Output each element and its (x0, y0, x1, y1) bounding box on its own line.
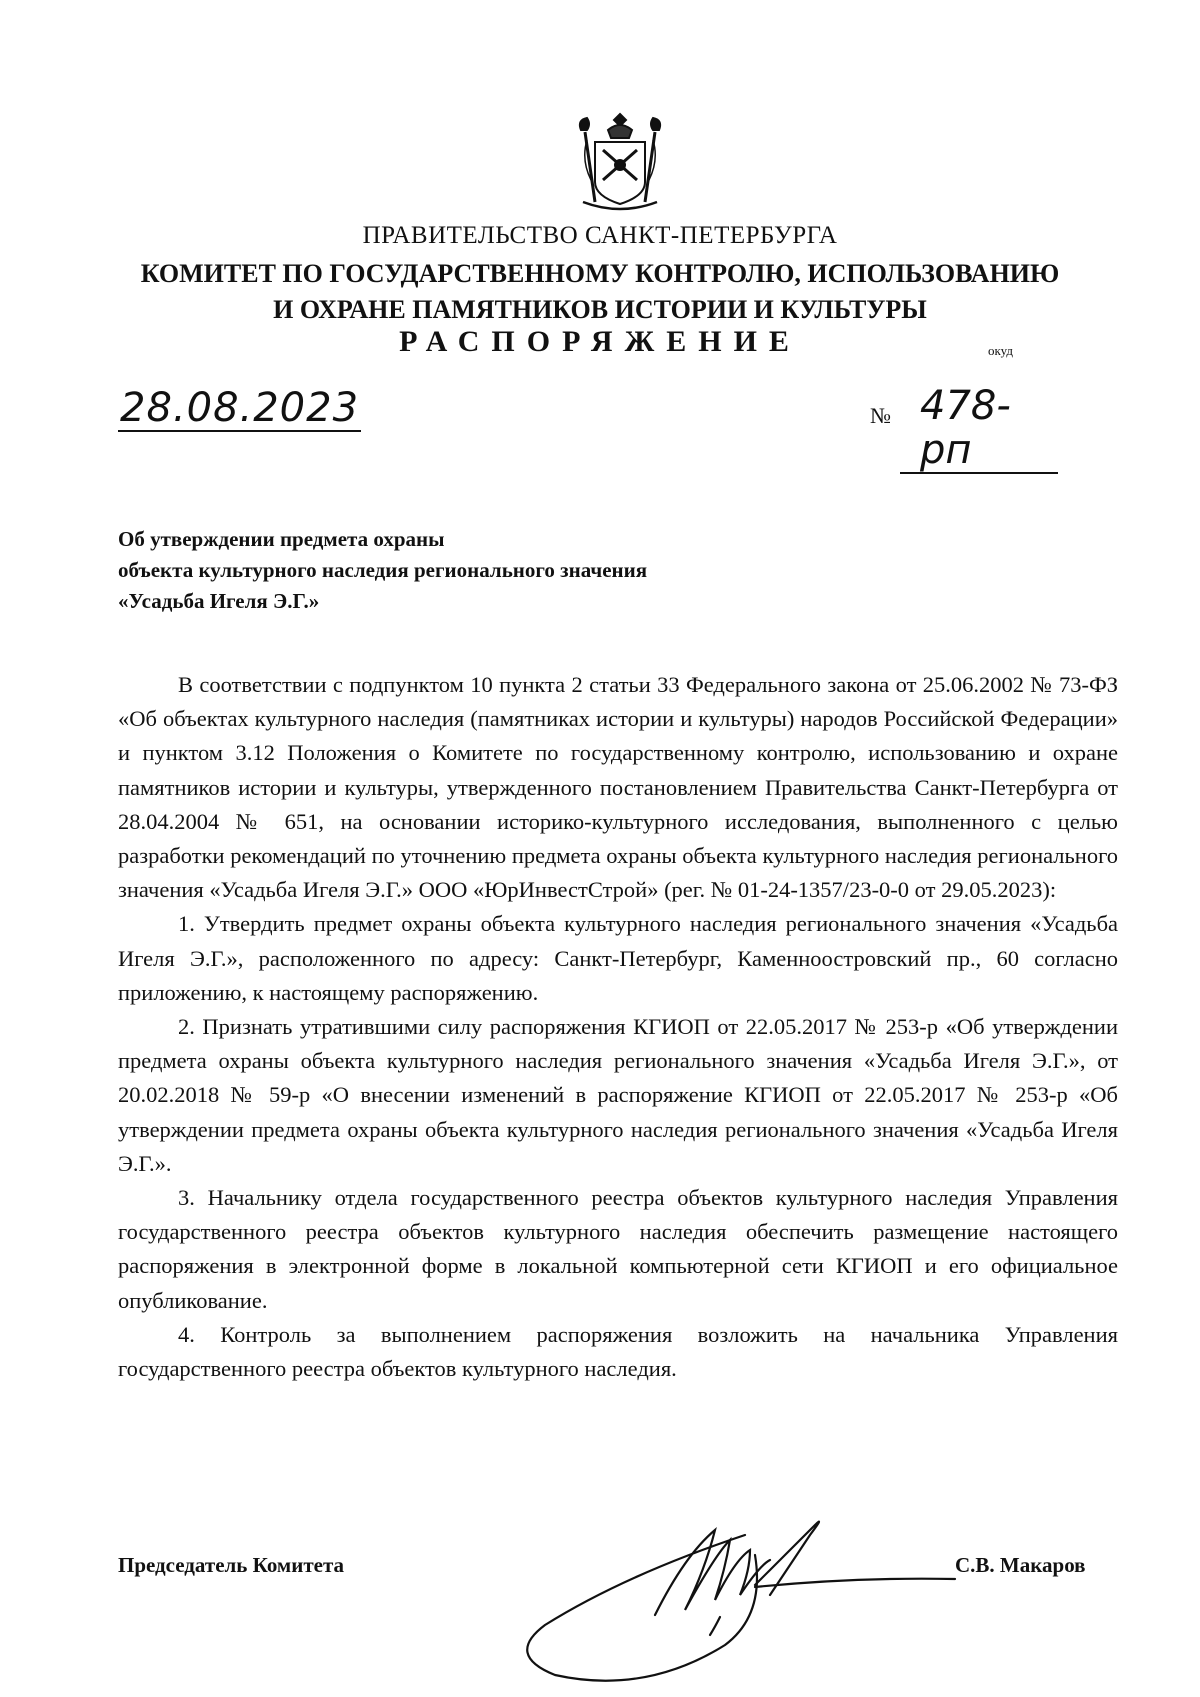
committee-line-2: И ОХРАНЕ ПАМЯТНИКОВ ИСТОРИИ И КУЛЬТУРЫ (273, 295, 927, 324)
document-number: 478-рп (900, 384, 1058, 474)
signatory-name: С.В. Макаров (955, 1553, 1086, 1577)
coat-of-arms-icon (573, 110, 667, 214)
item-1-paragraph: 1. Утвердить предмет охраны объекта культурного наследия регионального значения «Усадьба Игеля Э.Г.», расположенного по адресу: Санкт-Петербург, Каменноостровский пр., 60 согласно приложению, к настоящему распоряжению. (118, 911, 1118, 1005)
document-subject (118, 524, 647, 617)
item-4-paragraph: 4. Контроль за выполнением распоряжения возложить на начальника Управления государственного реестра объектов культурного наследия. (118, 1321, 1118, 1382)
committee-line-1: КОМИТЕТ ПО ГОСУДАРСТВЕННОМУ КОНТРОЛЮ, ИСПОЛЬЗОВАНИЮ (140, 259, 1060, 288)
number-sign: № (870, 403, 891, 428)
okud-label: окуд (988, 343, 1013, 358)
document-body (118, 668, 1118, 1386)
preamble-paragraph: В соответствии с подпунктом 10 пункта 2 статьи 33 Федерального закона от 25.06.2002 № 73-ФЗ «Об объектах культурного наследия (памятниках истории и культуры) народов Российской Федерации» и пунктом 3.12 Положения о Комитете по государственному контролю, использованию и охране памятников истории и культуры, утвержденного постановлением Правительства Санкт-Петербурга от 28.04.2004 № 651, на основании историко-культурного исследования, выполненного с целью разработки рекомендаций по уточнению предмета охраны объекта культурного наследия регионального значения «Усадьба Игеля Э.Г.» ООО «ЮрИнвестСтрой» (рег. № 01-24-1357/23-0-0 от 29.05.2023): (118, 672, 1118, 903)
government-name: ПРАВИТЕЛЬСТВО САНКТ-ПЕТЕРБУРГА (362, 222, 838, 249)
document-date: 28.08.2023 (120, 385, 360, 431)
subject-line-2: объекта культурного наследия регионального значения (118, 558, 648, 582)
subject-line-1: Об утверждении предмета охраны (118, 527, 445, 551)
item-2-paragraph: 2. Признать утратившими силу распоряжения КГИОП от 22.05.2017 № 253-р «Об утверждении предмета охраны объекта культурного наследия регионального значения «Усадьба Игеля Э.Г.», от 20.02.2018 № 59-р «О внесении изменений в распоряжение КГИОП от 22.05.2017 № 253-р «Об утверждении предмета охраны объекта культурного наследия регионального значения «Усадьба Игеля Э.Г.». (118, 1014, 1118, 1176)
subject-line-3: «Усадьба Игеля Э.Г.» (118, 589, 320, 613)
committee-name (0, 256, 1200, 328)
item-3-paragraph: 3. Начальнику отдела государственного реестра объектов культурного наследия Управления государственного реестра объектов культурного наследия обеспечить размещение настоящего распоряжения в электронной форме в локальной компьютерной сети КГИОП и его официальное опубликование. (118, 1185, 1118, 1313)
signatory-title: Председатель Комитета (118, 1553, 345, 1577)
handwritten-signature (505, 1505, 975, 1685)
document-type: РАСПОРЯЖЕНИЕ (399, 325, 801, 358)
